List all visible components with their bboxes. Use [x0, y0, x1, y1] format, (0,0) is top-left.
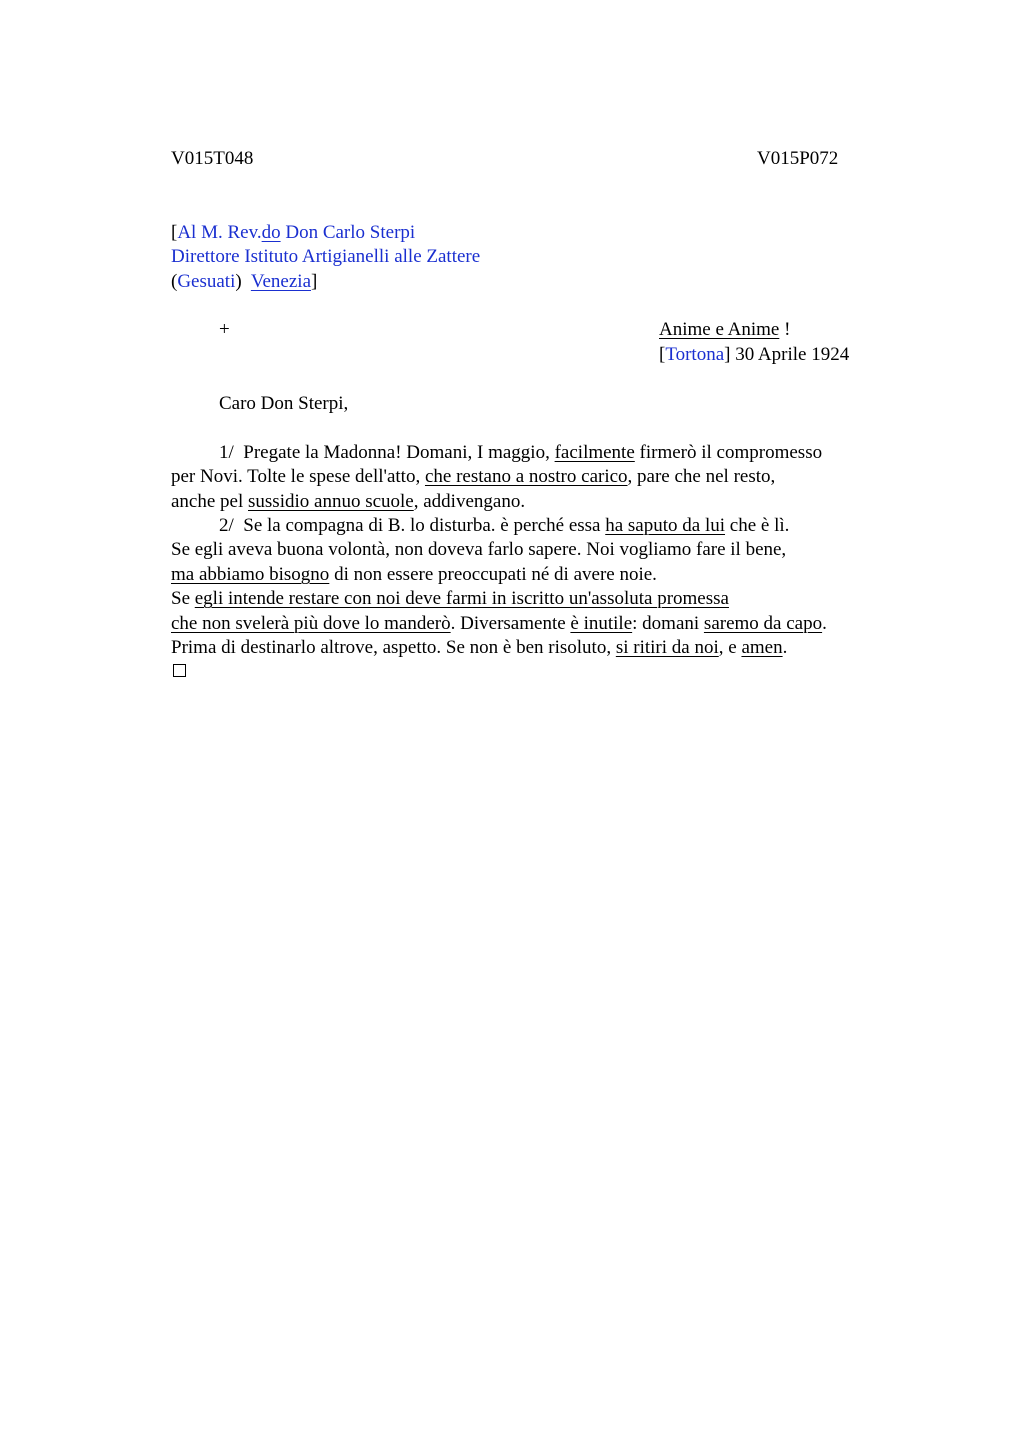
address-open-bracket: [ — [171, 222, 178, 243]
text-run: , pare che nel resto, — [627, 466, 776, 487]
text-run: 2/ Se la compagna di B. lo disturba. è perché essa — [219, 515, 606, 536]
underlined-run: è inutile — [570, 613, 633, 634]
motto — [659, 318, 790, 342]
text-run: per Novi. Tolte le spese dell'atto, — [171, 466, 425, 487]
text-run: Se — [171, 588, 195, 609]
underlined-run: che non svelerà più dove lo manderò — [171, 613, 451, 634]
body-p2-line-6 — [171, 636, 787, 660]
date-open-bracket: [ — [659, 344, 666, 365]
address-line-2: Direttore Istituto Artigianelli alle Zattere — [171, 246, 481, 267]
place-name: Tortona — [665, 344, 725, 365]
underlined-run: ha saputo da lui — [605, 515, 726, 536]
address-recipient: Don Carlo Sterpi — [280, 222, 416, 243]
body-p2-line-5 — [171, 612, 827, 636]
address-close-paren: ) — [235, 271, 242, 292]
underlined-run: sussidio annuo scuole — [248, 491, 414, 512]
text-run: . — [782, 637, 788, 658]
address-separator — [242, 271, 251, 292]
text-run: , e — [718, 637, 742, 658]
body-p2-line-4 — [171, 587, 729, 611]
address-line-3 — [171, 270, 317, 294]
end-square-icon — [173, 664, 186, 677]
body-p2-line-1 — [219, 514, 789, 538]
underlined-run: amen — [741, 637, 783, 658]
address-prefix-underlined: do — [261, 222, 281, 243]
underlined-run: si ritiri da noi — [615, 637, 719, 658]
salutation: Caro Don Sterpi, — [219, 393, 349, 414]
text-run: . Diversamente — [450, 613, 571, 634]
address-gesuati: Gesuati — [177, 271, 236, 292]
underlined-run: egli intende restare con noi deve farmi in iscritto un'assoluta promessa — [194, 588, 729, 609]
body-p1-line-1 — [219, 441, 822, 465]
motto-tail: ! — [779, 319, 791, 340]
place-date — [659, 343, 849, 367]
underlined-run: ma abbiamo bisogno — [171, 564, 330, 585]
body-p1-line-3 — [171, 490, 525, 514]
document-code-right: V015P072 — [757, 148, 839, 169]
text-run: che è lì. — [725, 515, 790, 536]
address-prefix: Al M. Rev. — [177, 222, 262, 243]
document-code-left: V015T048 — [171, 148, 254, 169]
text-run: . — [822, 613, 827, 634]
text-run: firmerò il compromesso — [634, 442, 823, 463]
text-run: di non essere preoccupati né di avere noie. — [329, 564, 657, 585]
body-p2-line-2: Se egli aveva buona volontà, non doveva farlo sapere. Noi vogliamo fare il bene, — [171, 539, 787, 560]
address-close-bracket: ] — [311, 271, 318, 292]
date-text: 30 Aprile 1924 — [730, 344, 850, 365]
body-p2-line-3 — [171, 563, 657, 587]
underlined-run: facilmente — [554, 442, 635, 463]
underlined-run: saremo da capo — [703, 613, 823, 634]
motto-underlined: Anime e Anime — [659, 319, 780, 340]
address-city: Venezia — [250, 271, 312, 292]
text-run: anche pel — [171, 491, 249, 512]
text-run: , addivengano. — [413, 491, 526, 512]
underlined-run: che restano a nostro carico — [424, 466, 628, 487]
address-line-1 — [171, 221, 415, 245]
text-run: Prima di destinarlo altrove, aspetto. Se non è ben risoluto, — [171, 637, 616, 658]
text-run: 1/ Pregate la Madonna! Domani, I maggio, — [219, 442, 555, 463]
date-close-bracket: ] — [724, 344, 731, 365]
body-p1-line-2 — [171, 465, 775, 489]
cross-mark: + — [219, 319, 230, 340]
address-open-paren: ( — [171, 271, 178, 292]
text-run: : domani — [632, 613, 704, 634]
